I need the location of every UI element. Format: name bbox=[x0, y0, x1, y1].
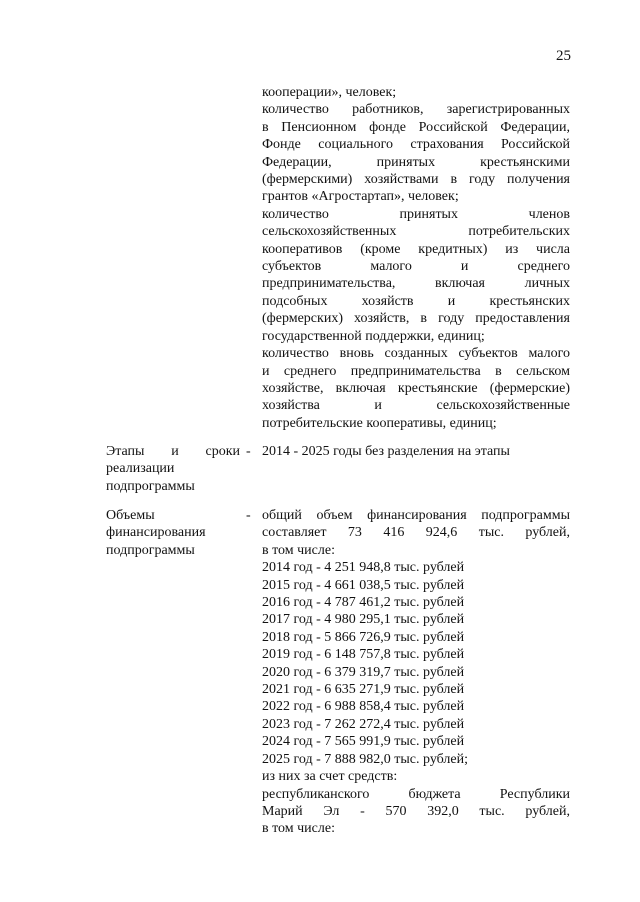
stages-label bbox=[106, 443, 240, 495]
funding-text-line: 2019 год - 6 148 757,8 тыс. рублей bbox=[262, 647, 465, 663]
indicator-text-line: государственной поддержки, единиц; bbox=[262, 328, 485, 344]
indicator-text-line: (фермерскими) хозяйствами в году получения bbox=[262, 172, 570, 188]
page-number: 25 bbox=[556, 48, 571, 64]
funding-dash: - bbox=[246, 508, 251, 523]
indicator-text-line: (фермерских) хозяйств, в году предоставления bbox=[262, 311, 570, 327]
funding-label-line: финансирования bbox=[106, 525, 206, 541]
funding-text-line: 2017 год - 4 980 295,1 тыс. рублей bbox=[262, 612, 465, 628]
funding-text-line: из них за счет средств: bbox=[262, 769, 398, 785]
funding-text-line: 2023 год - 7 262 272,4 тыс. рублей bbox=[262, 716, 465, 732]
funding-label-line: Объемы bbox=[106, 508, 155, 523]
funding-text-line: 2024 год - 7 565 991,9 тыс. рублей bbox=[262, 734, 465, 750]
stages-value: 2014 - 2025 годы без разделения на этапы bbox=[262, 444, 510, 459]
indicator-text-line: и среднего предпринимательства в сельском bbox=[262, 363, 570, 379]
indicator-text-line: Фонде социального страхования Российской bbox=[262, 137, 570, 153]
funding-text-line: 2015 год - 4 661 038,5 тыс. рублей bbox=[262, 577, 465, 593]
stages-label-line: Этапы и сроки bbox=[106, 444, 240, 459]
funding-text-line: 2018 год - 5 866 726,9 тыс. рублей bbox=[262, 629, 465, 645]
funding-text-line: Марий Эл - 570 392,0 тыс. рублей, bbox=[262, 803, 570, 819]
indicator-text-line: сельскохозяйственных потребительских bbox=[262, 224, 570, 240]
indicator-text-line: Федерации, принятых крестьянскими bbox=[262, 154, 570, 170]
funding-text-line: 2021 год - 6 635 271,9 тыс. рублей bbox=[262, 682, 465, 698]
stages-dash: - bbox=[246, 444, 251, 459]
indicator-text-line: кооперативов (кроме кредитных) из числа bbox=[262, 241, 570, 257]
indicators-block bbox=[262, 84, 570, 432]
funding-text-line: 2025 год - 7 888 982,0 тыс. рублей; bbox=[262, 751, 469, 767]
indicator-text-line: в Пенсионном фонде Российской Федерации, bbox=[262, 119, 570, 135]
indicator-text-line: потребительские кооперативы, единиц; bbox=[262, 415, 497, 431]
funding-text-line: составляет 73 416 924,6 тыс. рублей, bbox=[262, 525, 570, 541]
funding-text-line: республиканского бюджета Республики bbox=[262, 786, 570, 802]
funding-text-line: 2014 год - 4 251 948,8 тыс. рублей bbox=[262, 560, 465, 576]
funding-text-line: 2020 год - 6 379 319,7 тыс. рублей bbox=[262, 664, 465, 680]
funding-text-line: общий объем финансирования подпрограммы bbox=[262, 508, 570, 523]
indicator-text-line: количество вновь созданных субъектов малого bbox=[262, 346, 570, 362]
indicator-text-line: хозяйства и сельскохозяйственные bbox=[262, 398, 570, 414]
indicator-text-line: подсобных хозяйств и крестьянских bbox=[262, 293, 570, 309]
funding-text-line: в том числе: bbox=[262, 542, 335, 558]
stages-label-line: реализации bbox=[106, 461, 175, 477]
funding-block bbox=[262, 507, 570, 838]
indicator-text-line: количество работников, зарегистрированных bbox=[262, 102, 570, 118]
funding-text-line: в том числе: bbox=[262, 821, 335, 837]
indicator-text-line: хозяйстве, включая крестьянские (фермерские) bbox=[262, 380, 570, 396]
indicator-text-line: кооперации», человек; bbox=[262, 85, 397, 100]
funding-text-line: 2016 год - 4 787 461,2 тыс. рублей bbox=[262, 595, 465, 611]
indicator-text-line: грантов «Агростартап», человек; bbox=[262, 189, 459, 205]
funding-label bbox=[106, 507, 240, 559]
funding-text-line: 2022 год - 6 988 858,4 тыс. рублей bbox=[262, 699, 465, 715]
stages-label-line: подпрограммы bbox=[106, 478, 195, 494]
indicator-text-line: субъектов малого и среднего bbox=[262, 259, 570, 275]
indicator-text-line: количество принятых членов bbox=[262, 206, 570, 222]
funding-label-line: подпрограммы bbox=[106, 542, 195, 558]
indicator-text-line: предпринимательства, включая личных bbox=[262, 276, 570, 292]
